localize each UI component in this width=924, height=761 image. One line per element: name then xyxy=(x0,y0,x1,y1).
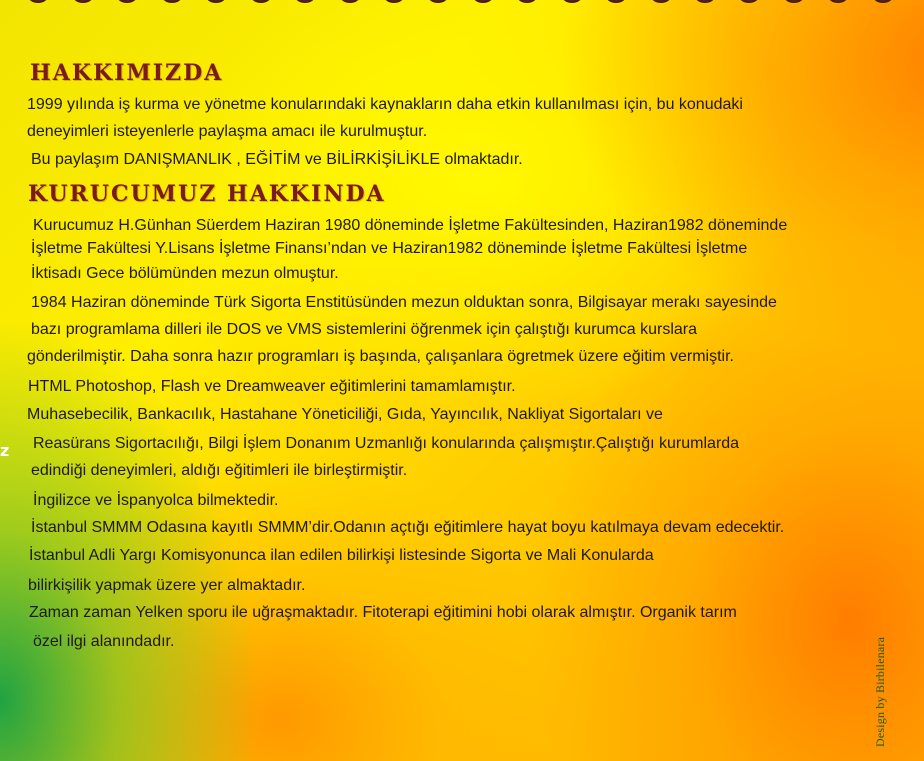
decorative-dot xyxy=(784,0,804,3)
decorative-dot xyxy=(206,0,226,3)
decorative-dot xyxy=(340,0,360,3)
decorative-dot-border xyxy=(0,0,924,5)
edge-mark: z xyxy=(0,441,9,460)
decorative-dot xyxy=(517,0,537,3)
decorative-dot xyxy=(739,0,759,3)
founder-text-line: bazı programlama dilleri ile DOS ve VMS sistemlerini öğrenmek için çalıştığı kurumca kurslara xyxy=(31,321,697,338)
founder-text-line: Zaman zaman Yelken sporu ile uğraşmaktadır. Fitoterapi eğitimini hobi olarak almıştır. Organik tarım xyxy=(29,604,737,621)
decorative-dot xyxy=(473,0,493,3)
decorative-dot xyxy=(295,0,315,3)
founder-text-line: İstanbul SMMM Odasına kayıtlı SMMM’dir.Odanın açtığı eğitimlere hayat boyu katılmaya devam edecektir. xyxy=(31,519,785,536)
founder-text-line: İngilizce ve İspanyolca bilmektedir. xyxy=(33,492,279,509)
founder-text-line: Kurucumuz H.Günhan Süerdem Haziran 1980 döneminde İşletme Fakültesinden, Haziran1982 döneminde xyxy=(33,217,788,234)
about-text-line: Bu paylaşım DANIŞMANLIK , EĞİTİM ve BİLİRKİŞİLİKLE olmaktadır. xyxy=(31,151,523,168)
founder-text-line: edindiği deneyimleri, aldığı eğitimleri ile birleştirmiştir. xyxy=(31,462,408,479)
decorative-dot xyxy=(695,0,715,3)
decorative-dot xyxy=(828,0,848,3)
founder-text-line: HTML Photoshop, Flash ve Dreamweaver eğitimlerini tamamlamıştır. xyxy=(28,378,516,395)
decorative-dot xyxy=(162,0,182,3)
founder-text-line: bilirkişilik yapmak üzere yer almaktadır. xyxy=(28,577,306,594)
decorative-dot xyxy=(606,0,626,3)
about-text-line: deneyimleri isteyenlerle paylaşma amacı ile kurulmuştur. xyxy=(27,123,428,140)
about-text-line: 1999 yılında iş kurma ve yönetme konularındaki kaynakların daha etkin kullanılması için, bu konudaki xyxy=(27,96,743,113)
founder-text-line: Reasürans Sigortacılığı, Bilgi İşlem Donanım Uzmanlığı konularında çalışmıştır.Çalıştığı kurumlarda xyxy=(33,435,740,452)
founder-text-line: İktisadı Gece bölümünden mezun olmuştur. xyxy=(31,265,339,282)
decorative-dot xyxy=(428,0,448,3)
decorative-dot xyxy=(651,0,671,3)
founder-text-line: özel ilgi alanındadır. xyxy=(33,633,175,650)
decorative-dot xyxy=(873,0,893,3)
decorative-dot xyxy=(117,0,137,3)
founder-text-line: İşletme Fakültesi Y.Lisans İşletme Finansı’ndan ve Haziran1982 döneminde İşletme Fakültesi İşletme xyxy=(31,240,748,257)
decorative-dot xyxy=(384,0,404,3)
founder-text-line: gönderilmiştir. Daha sonra hazır programları iş başında, çalışanlara ögretmek üzere eğitim vermiştir. xyxy=(27,348,734,365)
decorative-dot xyxy=(73,0,93,3)
founder-text-line: Muhasebecilik, Bankacılık, Hastahane Yöneticiliği, Gıda, Yayıncılık, Nakliyat Sigortaları ve xyxy=(27,406,663,423)
decorative-dot xyxy=(28,0,48,3)
decorative-dot xyxy=(562,0,582,3)
decorative-dot xyxy=(251,0,271,3)
design-credit: Design by Birbilenara xyxy=(873,636,887,747)
founder-heading: KURUCUMUZ HAKKINDA xyxy=(28,181,386,207)
founder-text-line: 1984 Haziran döneminde Türk Sigorta Enstitüsünden mezun olduktan sonra, Bilgisayar merakı sayesinde xyxy=(31,294,777,311)
about-heading: HAKKIMIZDA xyxy=(30,60,224,86)
founder-text-line: İstanbul Adli Yargı Komisyonunca ilan edilen bilirkişi listesinde Sigorta ve Mali Konularda xyxy=(29,547,654,564)
